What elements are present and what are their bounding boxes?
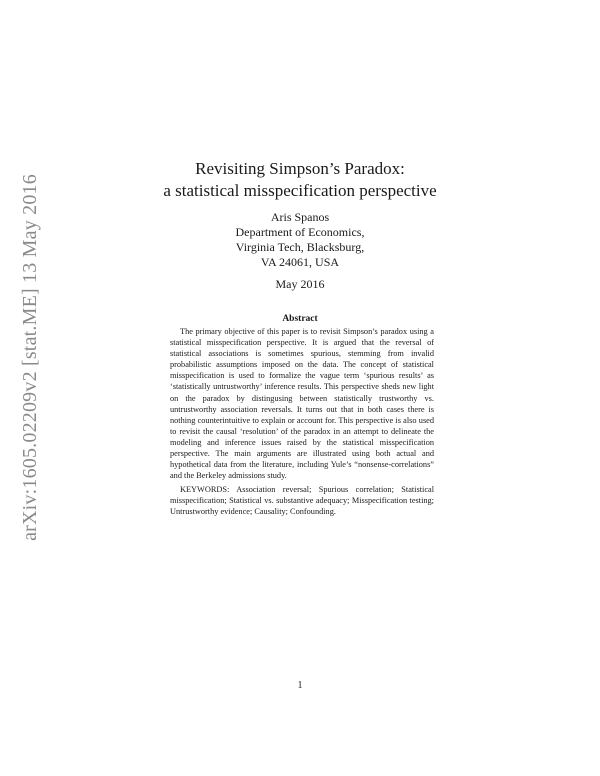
- keywords: KEYWORDS: Association reversal; Spurious correlation; Statistical misspecification; Statistical vs. substantive adequacy; Misspecification testing; Untrustworthy evidence; Causality; Confounding.: [170, 485, 434, 517]
- paper-title: [100, 158, 500, 202]
- arxiv-identifier-stamp: [12, 175, 48, 540]
- page-number: 1: [297, 680, 303, 691]
- publication-date: May 2016: [275, 277, 325, 291]
- abstract-heading: Abstract: [282, 314, 318, 324]
- title-line-1: Revisiting Simpson’s Paradox:: [195, 159, 405, 178]
- affiliation-line-2: Virginia Tech, Blacksburg,: [235, 240, 365, 254]
- title-line-2: a statistical misspecification perspective: [163, 181, 437, 200]
- arxiv-identifier-text: arXiv:1605.02209v2 [stat.ME] 13 May 2016: [18, 174, 41, 541]
- affiliation-line-3: VA 24061, USA: [260, 255, 340, 269]
- author-name: Aris Spanos: [270, 210, 330, 224]
- abstract-text: The primary objective of this paper is to revisit Simpson’s paradox using a statistical misspecification perspective. It is argued that the reversal of statistical associations is sometimes spurious, stemming from invalid probabilistic assumptions imposed on the data. The concept of statistical misspecification is used to formalize the vague term ‘spurious results’ as ‘statistically untrustworthy’ inference results. This perspective sheds new light on the paradox by distingusing between statistically trustworthy vs. untrustworthy association reversals. It turns out that in both cases there is nothing counterintuitive to explain or account for. This perspective is also used to revisit the causal ‘resolution’ of the paradox in an attempt to delineate the modeling and inference issues raised by the statistical misspecification perspective. The main arguments are illustrated using both actual and hypothetical data from the literature, including Yule’s “nonsense-correlations” and the Berkeley admissions study.: [170, 327, 434, 481]
- author-block: [100, 210, 500, 270]
- affiliation-line-1: Department of Economics,: [235, 225, 365, 239]
